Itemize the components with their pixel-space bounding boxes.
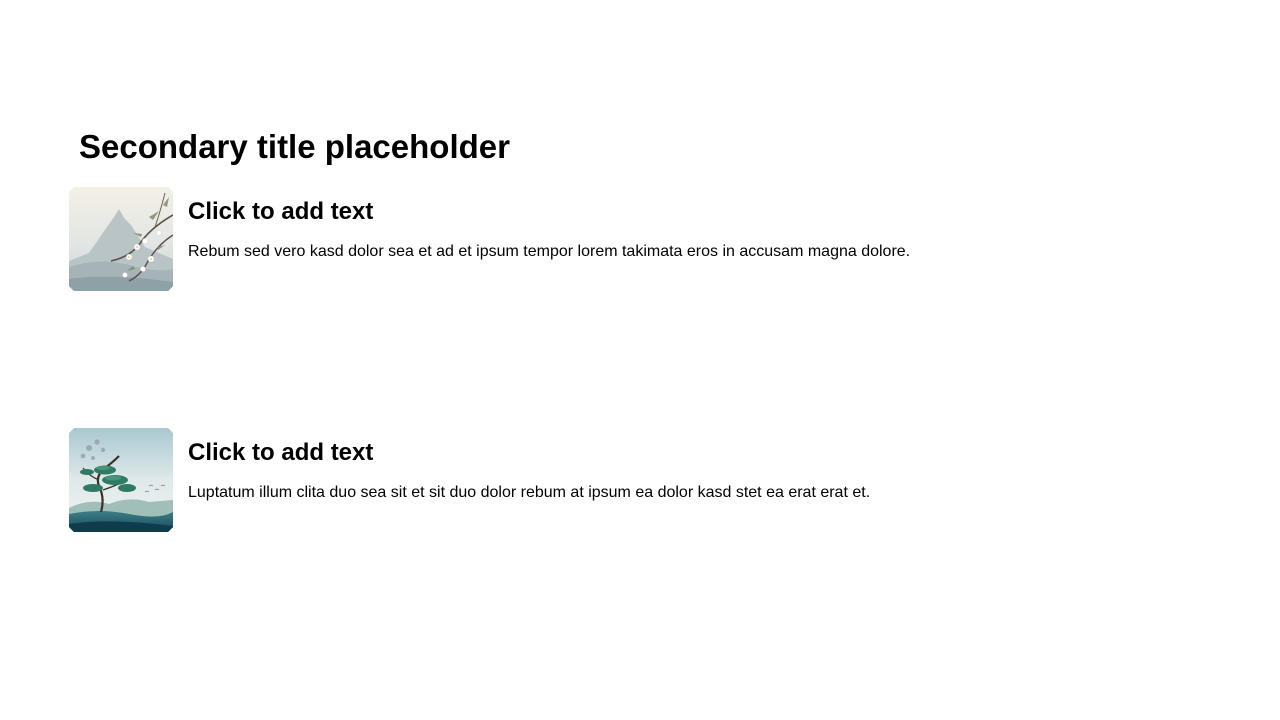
list-item xyxy=(69,428,1169,532)
pine-tree-sea-image[interactable] xyxy=(69,428,173,532)
item-body-text[interactable]: Rebum sed vero kasd dolor sea et ad et ipsum tempor lorem takimata eros in accusam magna dolore. xyxy=(188,243,911,260)
item-body-text[interactable]: Luptatum illum clita duo sea sit et sit duo dolor rebum at ipsum ea dolor kasd stet ea erat erat et. xyxy=(188,484,871,501)
page-title[interactable]: Secondary title placeholder xyxy=(79,128,510,165)
list-item xyxy=(69,187,1169,291)
item-heading[interactable]: Click to add text xyxy=(188,198,374,225)
blossom-mountain-image[interactable] xyxy=(69,187,173,291)
item-heading[interactable]: Click to add text xyxy=(188,439,374,466)
